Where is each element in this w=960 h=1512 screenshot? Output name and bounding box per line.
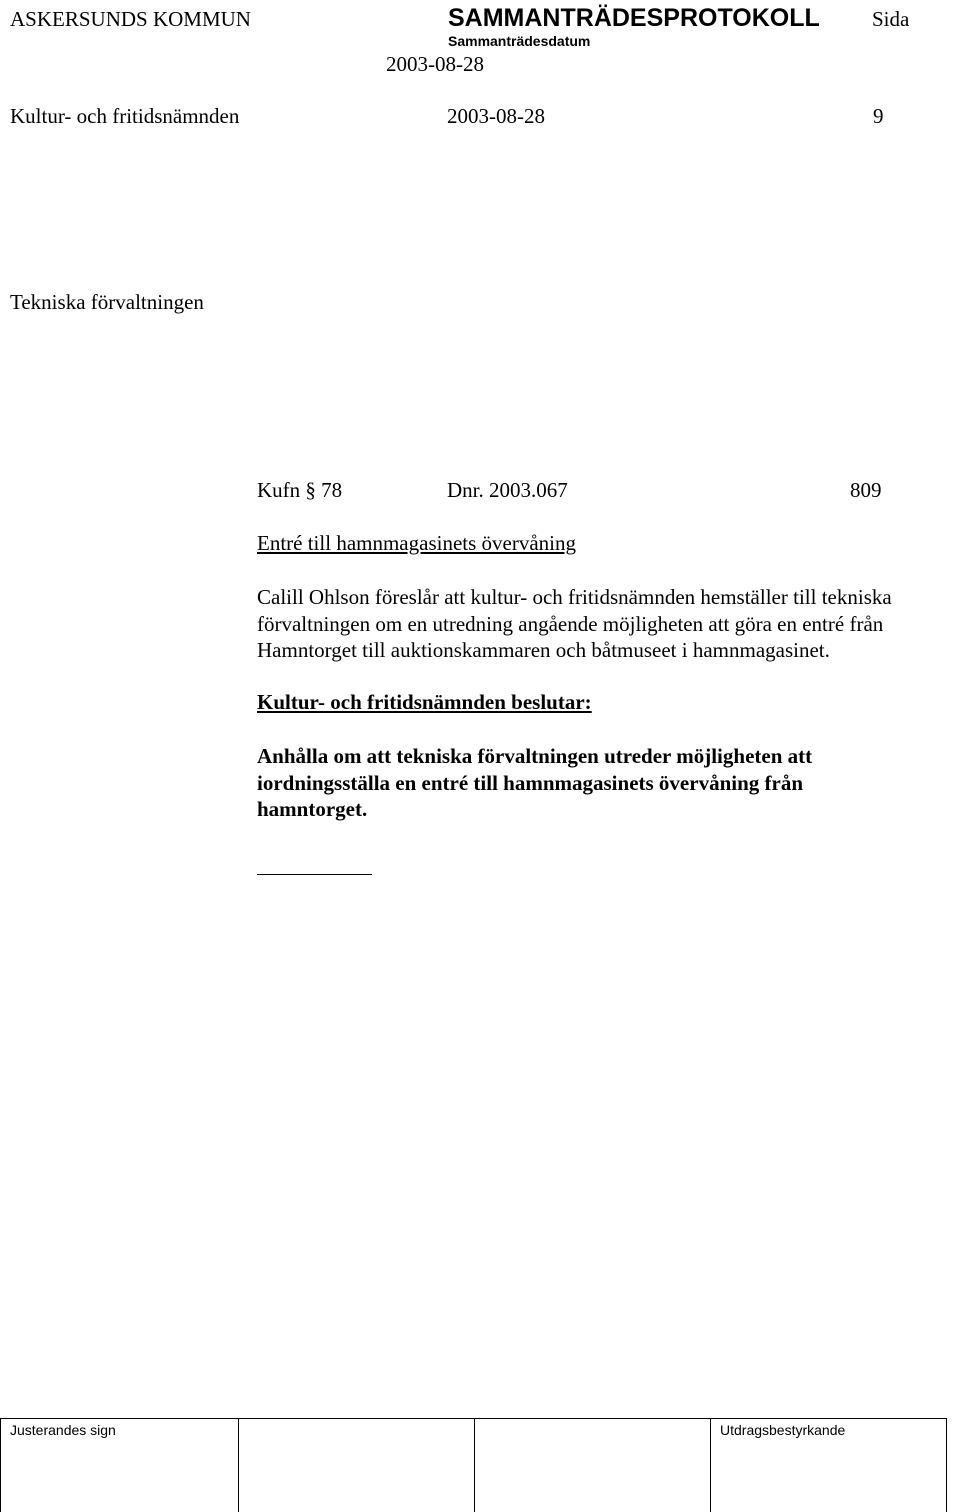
footer-cell-signature xyxy=(0,1419,238,1512)
certification-label: Utdragsbestyrkande xyxy=(720,1422,846,1438)
diary-number: Dnr. 2003.067 xyxy=(447,478,568,502)
committee-name: Kultur- och fritidsnämnden xyxy=(10,104,240,128)
header-date: 2003-08-28 xyxy=(386,52,484,76)
footer-cell-empty xyxy=(474,1419,710,1512)
meeting-date-label: Sammanträdesdatum xyxy=(448,33,591,49)
signature-label: Justerandes sign xyxy=(10,1422,116,1438)
footer-cell-empty xyxy=(238,1419,474,1512)
signature-footer-table xyxy=(0,1418,947,1512)
paragraph-number: Kufn § 78 xyxy=(257,478,343,502)
end-rule-divider xyxy=(257,874,372,875)
recipient: Tekniska förvaltningen xyxy=(10,290,204,314)
decision-text: Anhålla om att tekniska förvaltningen utreder möjligheten att iordningsställa en entré till hamnmagasinets övervåning från hamntorget. xyxy=(257,744,813,821)
item-title: Entré till hamnmagasinets övervåning xyxy=(257,531,576,555)
page-number: 9 xyxy=(873,104,884,128)
document-type-title: SAMMANTRÄDESPROTOKOLL xyxy=(448,4,820,32)
decision-heading: Kultur- och fritidsnämnden beslutar: xyxy=(257,690,592,714)
meeting-date: 2003-08-28 xyxy=(447,104,545,128)
municipality-name: ASKERSUNDS KOMMUN xyxy=(10,7,251,31)
footer-cell-certification xyxy=(710,1419,947,1512)
proposal-text: Calill Ohlson föreslår att kultur- och fritidsnämnden hemställer till tekniska förvaltningen om en utredning angående möjligheten att göra en entré från Hamntorget till auktionskammaren och båtmuseet i hamnmagasinet. xyxy=(257,585,892,662)
reference-number: 809 xyxy=(850,478,882,502)
page-label: Sida xyxy=(872,7,910,31)
